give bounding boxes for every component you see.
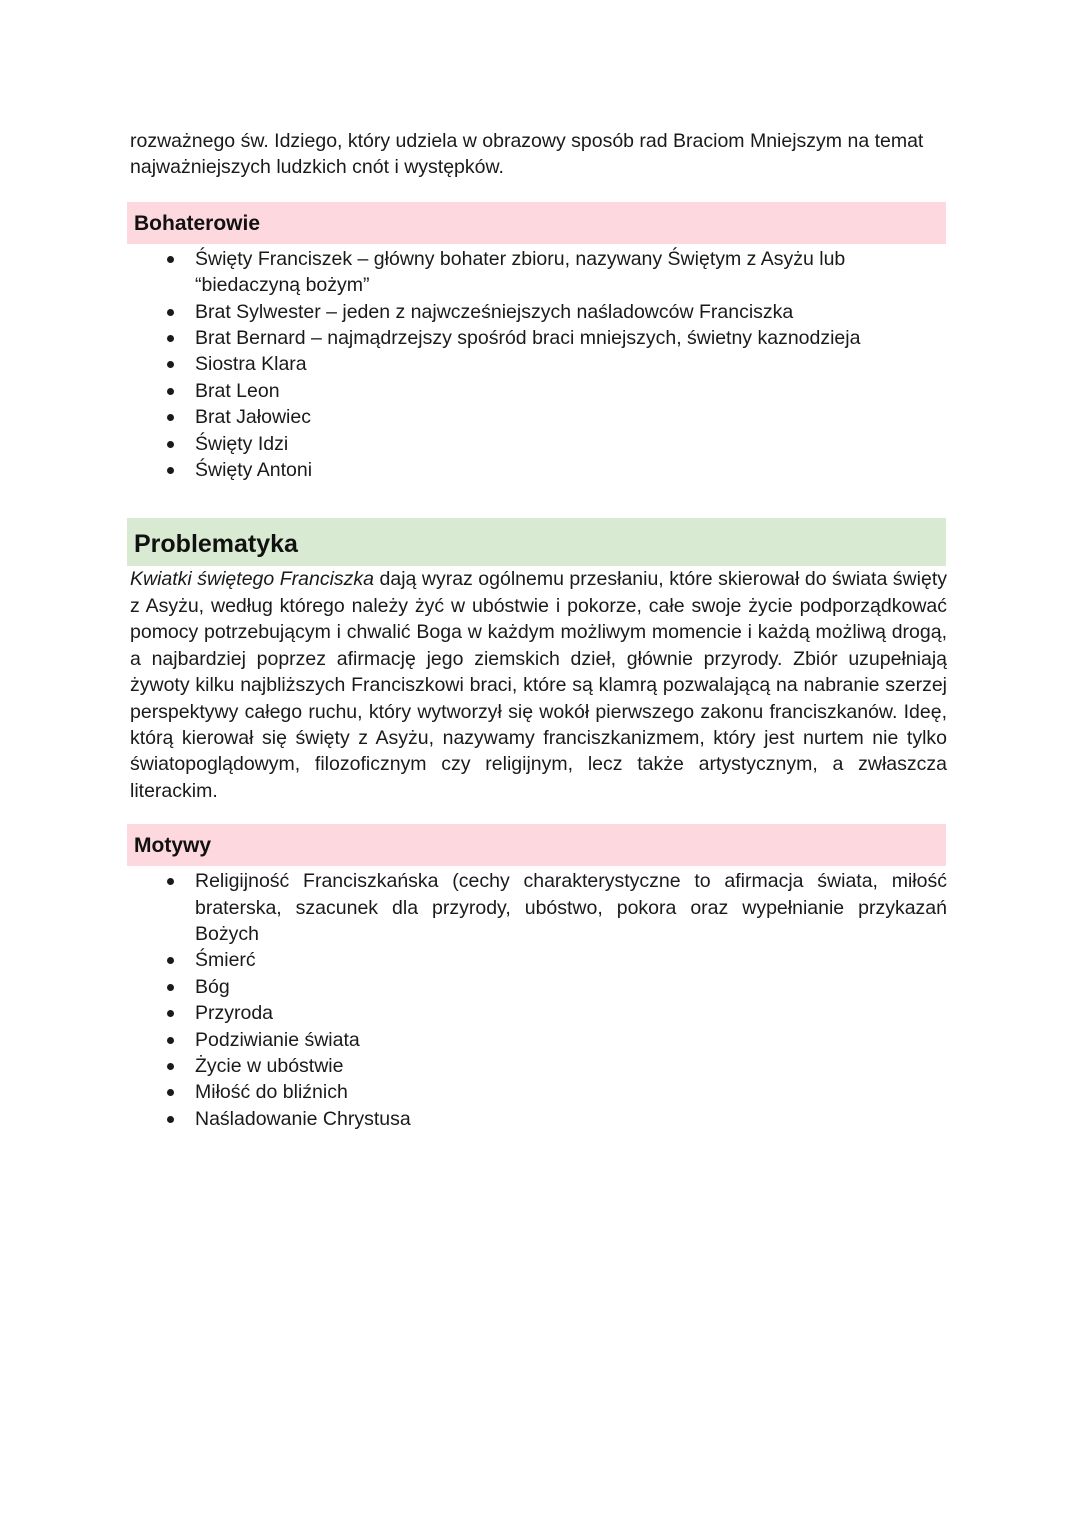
list-item: Przyroda bbox=[130, 1000, 947, 1026]
document-page bbox=[130, 128, 947, 1132]
bullet-icon bbox=[167, 414, 174, 421]
list-item: Religijność Franciszkańska (cechy charakterystyczne to afirmacja świata, miłość braterska, szacunek dla przyrody, ubóstwo, pokora oraz wypełnianie przykazań Bożych bbox=[130, 868, 947, 947]
bullet-icon bbox=[167, 984, 174, 991]
list-item: Życie w ubóstwie bbox=[130, 1053, 947, 1079]
problematyka-paragraph bbox=[130, 566, 947, 804]
section-heading-motywy: Motywy bbox=[127, 824, 946, 866]
bullet-icon bbox=[167, 335, 174, 342]
list-item: Siostra Klara bbox=[130, 351, 947, 377]
list-item: Miłość do bliźnich bbox=[130, 1079, 947, 1105]
section-heading-problematyka: Problematyka bbox=[127, 518, 946, 566]
bullet-icon bbox=[167, 957, 174, 964]
list-item: Śmierć bbox=[130, 947, 947, 973]
list-item: Brat Bernard – najmądrzejszy spośród braci mniejszych, świetny kaznodzieja bbox=[130, 325, 947, 351]
bullet-icon bbox=[167, 309, 174, 316]
bullet-icon bbox=[167, 467, 174, 474]
bullet-icon bbox=[167, 1010, 174, 1017]
bullet-icon bbox=[167, 256, 174, 263]
bullet-icon bbox=[167, 878, 174, 885]
bullet-icon bbox=[167, 361, 174, 368]
list-item: Podziwianie świata bbox=[130, 1027, 947, 1053]
list-item: Brat Leon bbox=[130, 378, 947, 404]
bullet-icon bbox=[167, 388, 174, 395]
bullet-icon bbox=[167, 1037, 174, 1044]
motywy-list bbox=[130, 868, 947, 1132]
bullet-icon bbox=[167, 1116, 174, 1123]
book-title: Kwiatki świętego Franciszka bbox=[130, 568, 374, 591]
list-item: Brat Sylwester – jeden z najwcześniejszych naśladowców Franciszka bbox=[130, 299, 947, 325]
bohaterowie-list bbox=[130, 246, 947, 484]
section-heading-bohaterowie: Bohaterowie bbox=[127, 202, 946, 244]
list-item: Święty Franciszek – główny bohater zbioru, nazywany Świętym z Asyżu lub “biedaczyną bożym” bbox=[130, 246, 947, 299]
intro-paragraph: rozważnego św. Idziego, który udziela w obrazowy sposób rad Braciom Mniejszym na temat najważniejszych ludzkich cnót i występków. bbox=[130, 130, 924, 179]
list-item: Bóg bbox=[130, 974, 947, 1000]
bullet-icon bbox=[167, 1063, 174, 1070]
list-item: Święty Idzi bbox=[130, 431, 947, 457]
problematyka-text: dają wyraz ogólnemu przesłaniu, które skierował do świata święty z Asyżu, według którego należy żyć w ubóstwie i pokorze, całe swoje życie podporządkować pomocy potrzebującym i chwalić Boga w każdym możliwym momencie i każdą możliwą drogą, a najbardziej poprzez afirmację jego ziemskich dzieł, głównie przyrody. Zbiór uzupełniają żywoty kilku najbliższych Franciszkowi braci, które są klamrą pozwalającą na nabranie szerzej perspektywy całego ruchu, który wytworzył się wokół pierwszego zakonu franciszkanów. Ideę, którą kierował się święty z Asyżu, nazywamy franciszkanizmem, który jest nurtem nie tylko światopoglądowym, filozoficznym czy religijnym, lecz także artystycznym, a zwłaszcza literackim. bbox=[130, 568, 947, 802]
bullet-icon bbox=[167, 441, 174, 448]
list-item: Święty Antoni bbox=[130, 457, 947, 483]
bullet-icon bbox=[167, 1089, 174, 1096]
list-item: Brat Jałowiec bbox=[130, 404, 947, 430]
list-item: Naśladowanie Chrystusa bbox=[130, 1106, 947, 1132]
